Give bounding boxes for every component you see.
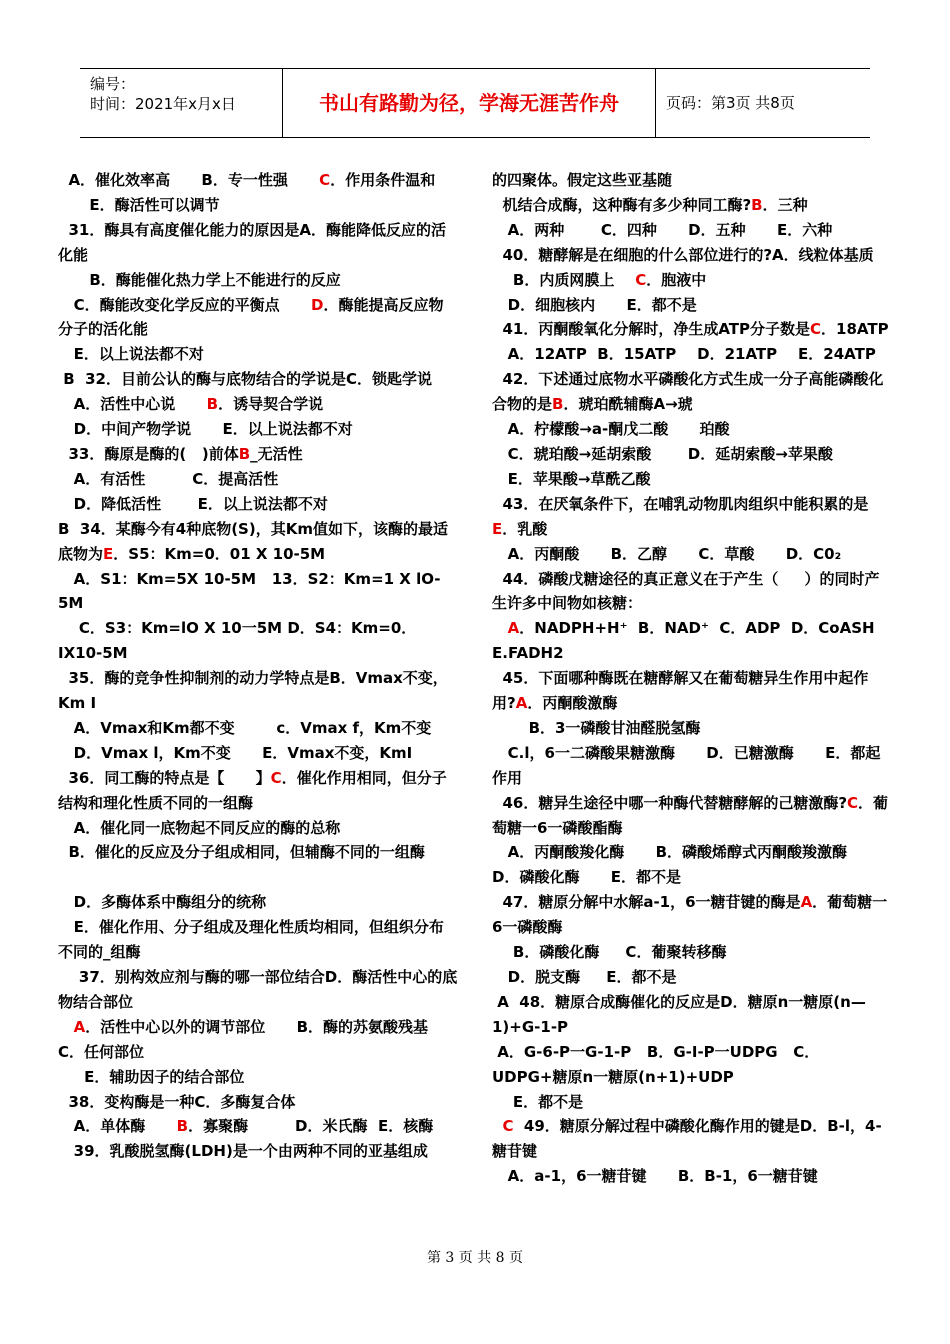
text-run: A．S1：Km=5X 10-5M 13．S2：Km=1 X lO-5M [58, 569, 441, 613]
text-line [492, 268, 892, 293]
text-line [58, 168, 458, 193]
answer-key: C [810, 320, 822, 339]
text-line [492, 542, 892, 567]
text-run [492, 1117, 502, 1135]
text-run: ．胞液中 [646, 270, 707, 289]
text-run: A．两种 C．四种 D．五种 E．六种 [492, 220, 833, 239]
text-run: ．葡萄糖一6一磷酸酯酶 [492, 793, 889, 837]
text-line [58, 915, 458, 965]
text-line [492, 467, 892, 492]
text-line [58, 417, 458, 442]
text-run: C．S3：Km=lO X 10一5M D．S4：Km=0．IX10-5M [58, 619, 417, 663]
answer-key: C [270, 768, 282, 787]
text-run: ．丙酮酸激酶 [527, 694, 618, 713]
text-line [58, 442, 458, 467]
text-line [492, 567, 892, 617]
text-run: ．18ATP [821, 320, 889, 339]
answer-key: A [800, 893, 813, 912]
text-run: 43．在厌氧条件下，在哺乳动物肌肉组织中能积累的是 [492, 494, 869, 513]
text-run: 机结合成酶，这种酶有多少种同工酶? [492, 195, 752, 214]
text-run: 35．酶的竞争性抑制剂的动力学特点是B．Vmax不变，Km I [58, 669, 448, 713]
text-run: ．葡萄糖一6一磷酸酶 [492, 893, 888, 937]
text-run: B．磷酸化酶 C．葡聚转移酶 [492, 943, 727, 962]
text-line [492, 616, 892, 666]
text-run: A 48．糖原合成酶催化的反应是D．糖原n一糖原(n—1)+G-1-P [492, 992, 866, 1036]
text-run: 37．别构效应剂与酶的哪一部位结合D．酶活性中心的底物结合部位 [58, 968, 458, 1011]
answer-key: D [311, 295, 324, 314]
text-run: A．G-6-P一G-1-P B．G-I-P一UDPG C．UDPG+糖原n一糖原(n+1)+UDP [492, 1042, 820, 1086]
left-column [58, 168, 458, 1164]
answer-key: C [847, 793, 859, 812]
text-run: D．Vmax l，Km不变 E．Vmax不变，KmI [58, 743, 413, 762]
text-line [492, 791, 892, 841]
text-line [492, 492, 892, 542]
answer-key: E [103, 544, 114, 563]
text-line [58, 218, 458, 268]
text-run: D．多酶体系中酶组分的统称 [58, 893, 267, 912]
text-line [492, 243, 892, 268]
text-run: ．琥珀酰辅酶A→琥 [563, 395, 693, 414]
text-line [58, 1090, 458, 1115]
text-line [492, 342, 892, 367]
answer-key: A [507, 619, 520, 638]
text-line [58, 741, 458, 766]
text-line [58, 840, 458, 865]
text-line [58, 492, 458, 517]
text-line [492, 218, 892, 243]
right-column [492, 168, 892, 1189]
text-run: 47．糖原分解中水解a-1，6一糖苷键的酶是 [492, 893, 801, 912]
text-run: A．催化效率高 B．专一性强 [58, 171, 320, 189]
text-run: 45．下面哪种酶既在糖酵解又在葡萄糖异生作用中起作用? [492, 669, 869, 713]
text-run: ．三种 [762, 195, 808, 214]
page-footer: 第 3 页 共 8 页 [426, 1250, 524, 1266]
text-run: E．辅助因子的结合部位 [58, 1067, 245, 1086]
text-run: A．活性中心说 [58, 395, 207, 414]
text-line [492, 940, 892, 965]
doc-date: 时间：2021年x月x日 [90, 95, 236, 113]
text-line [492, 293, 892, 318]
text-run: A．丙酮酸羧化酶 B．磷酸烯醇式丙酮酸羧激酶 D．磷酸化酶 E．都不是 [492, 843, 879, 887]
text-line [492, 442, 892, 467]
text-run: ．S5：Km=0．01 X 10-5M [113, 544, 326, 563]
text-run: E．都不是 [492, 1092, 584, 1111]
text-line [492, 890, 892, 940]
text-line [492, 716, 892, 741]
text-run: B 32．目前公认的酶与底物结合的学说是C．锁匙学说 [58, 370, 432, 389]
text-run: 39．乳酸脱氢酶(LDH)是一个由两种不同的亚基组成 [58, 1142, 428, 1161]
text-line [58, 342, 458, 367]
text-run: A．催化同一底物起不同反应的酶的总称 [58, 818, 341, 837]
text-run: A．Vmax和Km都不变 c．Vmax f，Km不变 [58, 718, 432, 737]
text-run: ．NADPH+H⁺ B．NAD⁺ C．ADP D．CoASH E.FADH2 [492, 619, 886, 663]
text-line [58, 965, 458, 1015]
text-run: ．诱导契合学说 [218, 395, 324, 414]
text-run [58, 868, 63, 886]
text-line [492, 1164, 892, 1189]
text-line [58, 1139, 458, 1164]
text-line [58, 517, 458, 567]
text-run [492, 619, 508, 637]
text-run: ．寡聚酶 D．米氏酶 E．核酶 [188, 1117, 434, 1136]
text-run: B．3一磷酸甘油醛脱氢酶 [492, 718, 701, 737]
text-run: A．单体酶 [58, 1117, 177, 1136]
text-line [492, 840, 892, 890]
text-run: B．内质网膜上 [492, 270, 636, 289]
doc-number-label: 编号： [90, 75, 136, 93]
answer-key: B [238, 444, 251, 463]
text-run: 49．糖原分解过程中磷酸化酶作用的键是D．B-l，4-糖苷键 [492, 1117, 882, 1161]
text-run: 36．同工酶的特点是【 】 [58, 768, 271, 787]
text-line [58, 193, 458, 218]
header-page-info: 页码：第3页 共8页 [666, 94, 795, 112]
text-run: E．催化作用、分子组成及理化性质均相同，但组织分布不同的_组酶 [58, 918, 444, 962]
text-line [492, 741, 892, 791]
text-run: A．a-1，6一糖苷键 B．B-1，6一糖苷键 [492, 1167, 818, 1186]
text-line [58, 616, 458, 666]
text-run: 31．酶具有高度催化能力的原因是A．酶能降低反应的活化能 [58, 220, 446, 264]
header-motto: 书山有路勤为径，学海无涯苦作舟 [283, 69, 656, 137]
answer-key: B [552, 395, 564, 414]
text-line [58, 766, 458, 816]
text-line [492, 168, 892, 193]
text-line [492, 417, 892, 442]
text-line [492, 1090, 892, 1115]
header-meta [80, 69, 283, 137]
text-run: E．以上说法都不对 [58, 345, 204, 364]
text-line [492, 990, 892, 1040]
text-line [58, 865, 458, 890]
answer-key: B [206, 395, 219, 414]
text-run: C．琥珀酸→延胡索酸 D．延胡索酸→苹果酸 [492, 444, 833, 463]
text-run: D．中间产物学说 E．以上说法都不对 [58, 420, 353, 439]
page-header [80, 68, 870, 138]
text-run: ．酶能提高反应物分子的活化能 [58, 295, 444, 339]
text-run: ．乳酸 [502, 519, 548, 538]
text-run: 33．酶原是酶的( )前体 [58, 444, 239, 463]
answer-key: C [319, 171, 331, 189]
text-line [58, 367, 458, 392]
text-run: A．丙酮酸 B．乙醇 C．草酸 D．C0₂ [492, 544, 842, 563]
text-run: A．12ATP B．15ATP D．21ATP E．24ATP [492, 345, 876, 364]
text-line [492, 1040, 892, 1090]
text-line [58, 567, 458, 617]
text-line [492, 317, 892, 342]
text-line [58, 392, 458, 417]
text-run: 38．变构酶是一种C．多酶复合体 [58, 1092, 296, 1111]
text-run [58, 1018, 74, 1036]
text-run: 的四聚体。假定这些亚基随 [492, 171, 673, 189]
text-line [492, 367, 892, 417]
text-run: D．降低活性 E．以上说法都不对 [58, 494, 328, 513]
text-run: B 34．某酶今有4种底物(S)，其Km值如下，该酶的最适底物为 [58, 519, 448, 563]
answer-key: C [502, 1117, 514, 1136]
text-run: A．有活性 C．提高活性 [58, 469, 279, 488]
text-run: 46．糖异生途径中哪一种酶代替糖酵解的己糖激酶? [492, 793, 848, 812]
text-line [492, 193, 892, 218]
text-run: C.l，6一二磷酸果糖激酶 D．已糖激酶 E．都起作用 [492, 743, 881, 787]
text-run: C．酶能改变化学反应的平衡点 [58, 295, 312, 314]
text-line [492, 666, 892, 716]
text-run: E．酶活性可以调节 [58, 195, 220, 214]
text-line [58, 666, 458, 716]
text-run: _无活性 [250, 444, 303, 463]
text-line [58, 1015, 458, 1065]
text-line [58, 716, 458, 741]
text-run: B．催化的反应及分子组成相同，但辅酶不同的一组酶 [58, 843, 425, 862]
answer-key: A [73, 1017, 86, 1036]
text-run: 41．丙酮酸氧化分解时，净生成ATP分子数是 [492, 320, 810, 339]
text-line [492, 965, 892, 990]
text-run: 44．磷酸戊糖途径的真正意义在于产生（ ）的同时产生许多中间物如核糖： [492, 569, 880, 613]
text-run: ．活性中心以外的调节部位 B．酶的苏氨酸残基 C．任何部位 [58, 1017, 460, 1061]
text-line [58, 816, 458, 841]
text-run: D．脱支酶 E．都不是 [492, 968, 677, 986]
answer-key: B [176, 1117, 189, 1136]
text-run: E．苹果酸→草酰乙酸 [492, 469, 651, 488]
text-run: 40．糖酵解是在细胞的什么部位进行的?A．线粒体基质 [492, 245, 874, 264]
text-run: D．细胞核内 E．都不是 [492, 295, 697, 314]
text-line [58, 268, 458, 293]
text-run: ．作用条件温和 [330, 171, 436, 189]
answer-key: A [515, 694, 528, 713]
text-line [58, 467, 458, 492]
text-line [58, 890, 458, 915]
answer-key: E [492, 519, 503, 538]
answer-key: C [635, 270, 647, 289]
text-line [492, 1114, 892, 1164]
text-run: B．酶能催化热力学上不能进行的反应 [58, 270, 341, 289]
text-line [58, 1065, 458, 1090]
text-run: ．催化作用相同，但分子结构和理化性质不同的一组酶 [58, 768, 447, 812]
text-line [58, 1114, 458, 1139]
text-run: 42．下述通过底物水平磷酸化方式生成一分子高能磷酸化合物的是 [492, 370, 884, 414]
answer-key: B [751, 195, 763, 214]
text-line [58, 293, 458, 343]
text-run: A．柠檬酸→a-酮戊二酸 珀酸 [492, 420, 730, 439]
